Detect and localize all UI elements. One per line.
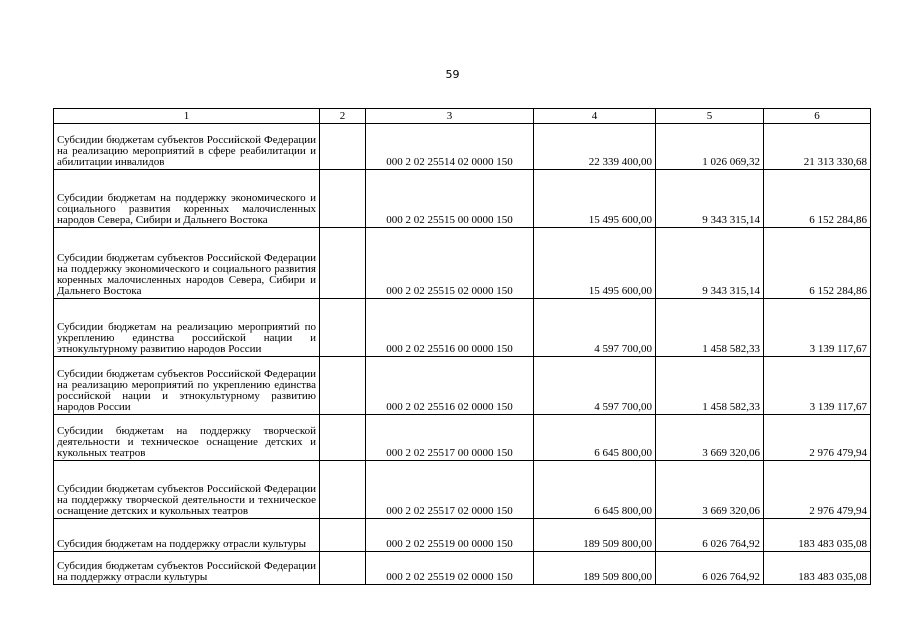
- row-name-cell: Субсидии бюджетам на поддержку творческой деятельности и техническое оснащение детских и кукольных театров: [54, 415, 320, 461]
- table-row: [54, 228, 871, 299]
- row-value-5-cell: 1 458 582,33: [656, 299, 764, 357]
- row-code-cell: 000 2 02 25516 00 0000 150: [366, 299, 534, 357]
- row-name-cell: Субсидии бюджетам субъектов Российской Федерации на поддержку творческой деятельности и техническое оснащение детских и кукольных театров: [54, 461, 320, 519]
- row-value-5-cell: 9 343 315,14: [656, 170, 764, 228]
- row-value-5-cell: 3 669 320,06: [656, 415, 764, 461]
- row-col2-cell: [320, 552, 366, 585]
- row-code-cell: 000 2 02 25519 02 0000 150: [366, 552, 534, 585]
- table-row: [54, 519, 871, 552]
- row-col2-cell: [320, 357, 366, 415]
- row-name-cell: Субсидии бюджетам субъектов Российской Федерации на реализацию мероприятий в сфере реабилитации и абилитации инвалидов: [54, 124, 320, 170]
- row-value-6-cell: 3 139 117,67: [764, 357, 871, 415]
- row-value-4-cell: 4 597 700,00: [534, 299, 656, 357]
- row-value-4-cell: 22 339 400,00: [534, 124, 656, 170]
- row-code-cell: 000 2 02 25515 02 0000 150: [366, 228, 534, 299]
- row-value-4-cell: 189 509 800,00: [534, 519, 656, 552]
- table-row: [54, 124, 871, 170]
- row-name-cell: Субсидии бюджетам на реализацию мероприятий по укреплению единства российской нации и этнокультурному развитию народов России: [54, 299, 320, 357]
- row-value-6-cell: 2 976 479,94: [764, 461, 871, 519]
- row-col2-cell: [320, 228, 366, 299]
- row-value-5-cell: 6 026 764,92: [656, 519, 764, 552]
- table-header-row: [54, 109, 871, 124]
- table-row: [54, 299, 871, 357]
- row-value-5-cell: 9 343 315,14: [656, 228, 764, 299]
- table-row: [54, 415, 871, 461]
- row-value-6-cell: 183 483 035,08: [764, 519, 871, 552]
- row-code-cell: 000 2 02 25517 02 0000 150: [366, 461, 534, 519]
- row-code-cell: 000 2 02 25519 00 0000 150: [366, 519, 534, 552]
- column-header: 4: [534, 109, 656, 124]
- row-col2-cell: [320, 299, 366, 357]
- table-row: [54, 461, 871, 519]
- row-value-6-cell: 183 483 035,08: [764, 552, 871, 585]
- row-value-4-cell: 6 645 800,00: [534, 461, 656, 519]
- row-value-4-cell: 6 645 800,00: [534, 415, 656, 461]
- row-code-cell: 000 2 02 25517 00 0000 150: [366, 415, 534, 461]
- row-name-cell: Субсидии бюджетам на поддержку экономического и социального развития коренных малочисленных народов Севера, Сибири и Дальнего Востока: [54, 170, 320, 228]
- table-row: [54, 552, 871, 585]
- row-col2-cell: [320, 124, 366, 170]
- row-name-cell: Субсидия бюджетам субъектов Российской Федерации на поддержку отрасли культуры: [54, 552, 320, 585]
- row-col2-cell: [320, 415, 366, 461]
- row-col2-cell: [320, 519, 366, 552]
- table-row: [54, 170, 871, 228]
- row-value-6-cell: 2 976 479,94: [764, 415, 871, 461]
- column-header: 1: [54, 109, 320, 124]
- row-value-5-cell: 6 026 764,92: [656, 552, 764, 585]
- row-value-4-cell: 4 597 700,00: [534, 357, 656, 415]
- budget-table: [53, 108, 871, 585]
- row-value-4-cell: 15 495 600,00: [534, 228, 656, 299]
- column-header: 3: [366, 109, 534, 124]
- row-value-4-cell: 15 495 600,00: [534, 170, 656, 228]
- row-value-5-cell: 1 458 582,33: [656, 357, 764, 415]
- row-code-cell: 000 2 02 25515 00 0000 150: [366, 170, 534, 228]
- row-value-6-cell: 21 313 330,68: [764, 124, 871, 170]
- page-number: 59: [445, 68, 460, 81]
- row-value-6-cell: 6 152 284,86: [764, 170, 871, 228]
- row-name-cell: Субсидии бюджетам субъектов Российской Федерации на реализацию мероприятий по укреплению единства российской нации и этнокультурному развитию народов России: [54, 357, 320, 415]
- row-col2-cell: [320, 461, 366, 519]
- column-header: 6: [764, 109, 871, 124]
- column-header: 5: [656, 109, 764, 124]
- row-value-4-cell: 189 509 800,00: [534, 552, 656, 585]
- row-name-cell: Субсидии бюджетам субъектов Российской Федерации на поддержку экономического и социального развития коренных малочисленных народов Севера, Сибири и Дальнего Востока: [54, 228, 320, 299]
- row-code-cell: 000 2 02 25516 02 0000 150: [366, 357, 534, 415]
- row-name-cell: Субсидия бюджетам на поддержку отрасли культуры: [54, 519, 320, 552]
- row-value-5-cell: 3 669 320,06: [656, 461, 764, 519]
- row-code-cell: 000 2 02 25514 02 0000 150: [366, 124, 534, 170]
- table-row: [54, 357, 871, 415]
- row-col2-cell: [320, 170, 366, 228]
- row-value-5-cell: 1 026 069,32: [656, 124, 764, 170]
- row-value-6-cell: 6 152 284,86: [764, 228, 871, 299]
- column-header: 2: [320, 109, 366, 124]
- row-value-6-cell: 3 139 117,67: [764, 299, 871, 357]
